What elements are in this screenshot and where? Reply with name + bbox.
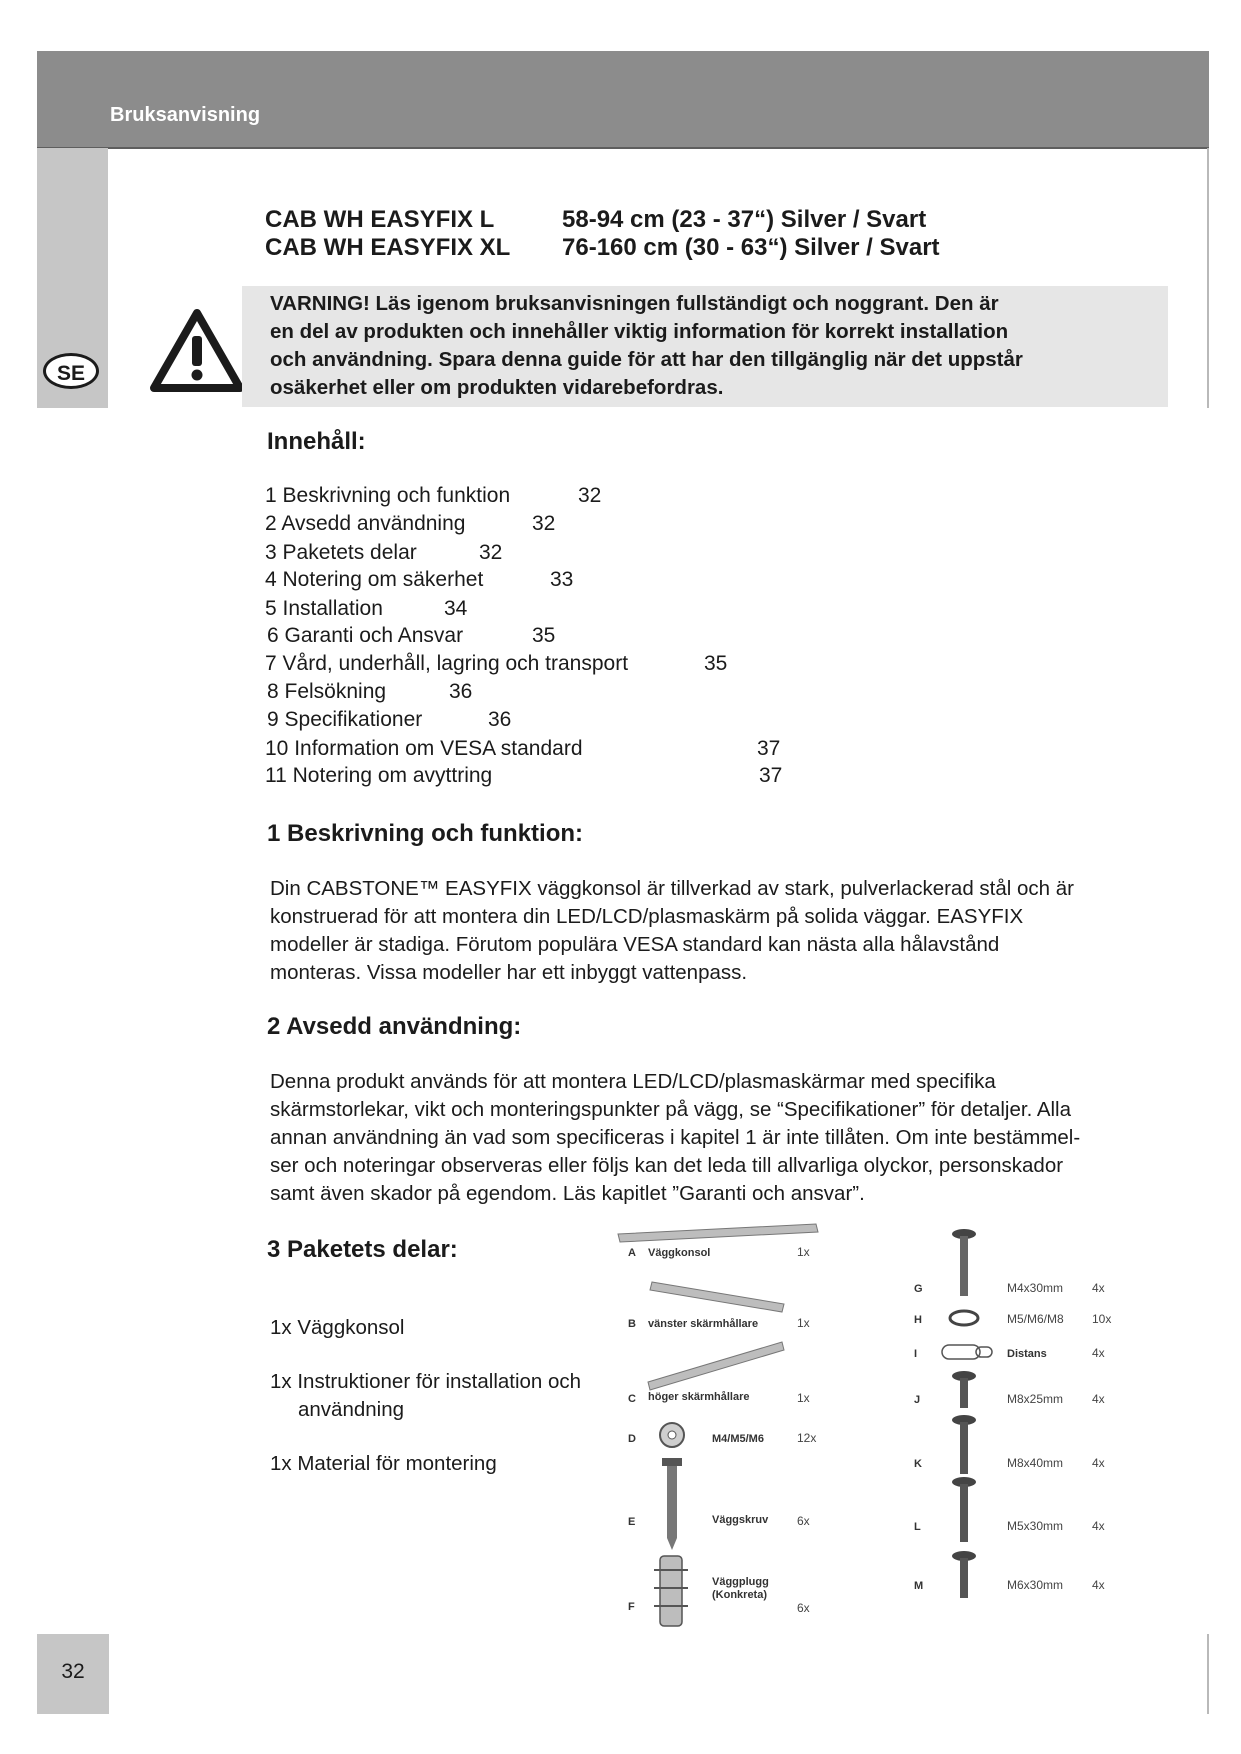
package-item-continued: användning bbox=[298, 1398, 405, 1421]
warning-line: en del av produkten och innehåller viktig information för korrekt installation bbox=[270, 320, 1009, 343]
part-letter: M bbox=[914, 1580, 924, 1592]
screw-k-drawing bbox=[952, 1415, 976, 1474]
warning-text bbox=[270, 290, 1160, 402]
part-name: Väggkonsol bbox=[648, 1247, 711, 1259]
toc-page: 36 bbox=[488, 708, 512, 731]
part-name: M4x30mm bbox=[1007, 1281, 1064, 1295]
part-name: M8x25mm bbox=[1007, 1392, 1064, 1406]
right-margin-rule bbox=[1207, 148, 1209, 408]
part-letter: J bbox=[914, 1394, 921, 1406]
part-letter: H bbox=[914, 1314, 922, 1326]
model-spec: 58-94 cm (23 - 37“) Silver / Svart bbox=[562, 206, 927, 233]
section-paragraph bbox=[270, 1068, 1170, 1208]
toc-item: 3 Paketets delar bbox=[265, 541, 417, 564]
part-name: M4/M5/M6 bbox=[712, 1433, 764, 1445]
part-name: M5x30mm bbox=[1007, 1519, 1064, 1533]
toc-page: 34 bbox=[444, 597, 468, 620]
section-paragraph bbox=[270, 875, 1170, 987]
toc-item: 4 Notering om säkerhet bbox=[265, 568, 484, 591]
section-heading: 2 Avsedd användning: bbox=[267, 1013, 522, 1040]
toc-item: 7 Vård, underhåll, lagring och transport bbox=[265, 652, 629, 675]
model-name: CAB WH EASYFIX XL bbox=[265, 234, 511, 261]
toc-item: 9 Specifikationer bbox=[267, 708, 423, 731]
toc-page: 35 bbox=[532, 624, 556, 647]
part-letter: K bbox=[914, 1458, 922, 1470]
warning-line: och användning. Spara denna guide för att har den tillgänglig när det uppstår bbox=[270, 348, 1023, 371]
text-line: samt även skador på egendom. Läs kapitlet ”Garanti och ansvar”. bbox=[270, 1182, 865, 1205]
toc-page: 35 bbox=[704, 652, 728, 675]
part-name: Väggplugg bbox=[712, 1576, 769, 1588]
toc-title: Innehåll: bbox=[267, 428, 366, 455]
part-qty: 6x bbox=[797, 1601, 810, 1615]
toc-item: 2 Avsedd användning bbox=[265, 512, 466, 535]
part-letter: L bbox=[914, 1521, 921, 1533]
wall-plug-drawing bbox=[654, 1556, 688, 1626]
spacer-drawing bbox=[942, 1345, 992, 1359]
part-name: Distans bbox=[1007, 1348, 1047, 1360]
part-qty: 4x bbox=[1092, 1281, 1105, 1295]
text-line: ser och noteringar observeras eller följs kan det leda till allvarliga olyckor, personskador bbox=[270, 1154, 1064, 1177]
part-qty: 12x bbox=[797, 1431, 817, 1445]
washer-h-drawing bbox=[950, 1311, 978, 1325]
part-letter: I bbox=[914, 1348, 918, 1360]
toc-item: 11 Notering om avyttring bbox=[265, 764, 493, 787]
warning-icon bbox=[150, 308, 244, 392]
text-line: monteras. Vissa modeller har ett inbyggt vattenpass. bbox=[270, 961, 748, 984]
toc-page: 36 bbox=[449, 680, 473, 703]
screw-j-drawing bbox=[952, 1371, 976, 1408]
part-qty: 4x bbox=[1092, 1578, 1105, 1592]
part-qty: 6x bbox=[797, 1514, 810, 1528]
right-screen-holder-drawing bbox=[648, 1342, 784, 1390]
warning-line: VARNING! Läs igenom bruksanvisningen fullständigt och noggrant. Den är bbox=[270, 292, 999, 315]
part-qty: 4x bbox=[1092, 1456, 1105, 1470]
package-item: 1x Material för montering bbox=[270, 1452, 497, 1475]
page-number: 32 bbox=[61, 1660, 85, 1683]
wall-bracket-drawing bbox=[618, 1224, 818, 1242]
part-name: höger skärmhållare bbox=[648, 1391, 750, 1403]
part-name: vänster skärmhållare bbox=[648, 1318, 759, 1330]
part-name-extra: (Konkreta) bbox=[712, 1589, 768, 1601]
part-letter: G bbox=[914, 1283, 923, 1295]
toc-item: 6 Garanti och Ansvar bbox=[267, 624, 464, 647]
model-name: CAB WH EASYFIX L bbox=[265, 206, 495, 233]
left-screen-holder-drawing bbox=[650, 1282, 784, 1312]
toc-item: 10 Information om VESA standard bbox=[265, 737, 583, 760]
section-heading: 1 Beskrivning och funktion: bbox=[267, 820, 584, 847]
wall-screw-drawing bbox=[662, 1458, 682, 1550]
toc-page: 33 bbox=[550, 568, 574, 591]
part-qty: 4x bbox=[1092, 1519, 1105, 1533]
part-name: M8x40mm bbox=[1007, 1456, 1064, 1470]
toc-page: 37 bbox=[759, 764, 783, 787]
text-line: Din CABSTONE™ EASYFIX väggkonsol är tillverkad av stark, pulverlackerad stål och är bbox=[270, 877, 1074, 900]
parts-illustration bbox=[612, 1220, 1202, 1630]
screw-m-drawing bbox=[952, 1551, 976, 1598]
section-heading: 3 Paketets delar: bbox=[267, 1236, 458, 1263]
part-letter: D bbox=[628, 1433, 636, 1445]
model-spec: 76-160 cm (30 - 63“) Silver / Svart bbox=[562, 234, 940, 261]
screw-g-drawing bbox=[952, 1229, 976, 1296]
text-line: skärmstorlekar, vikt och monteringspunkter på vägg, se “Specifikationer” för detaljer. Alla bbox=[270, 1098, 1072, 1121]
header-title: Bruksanvisning bbox=[110, 104, 261, 126]
part-letter: A bbox=[628, 1247, 636, 1259]
language-badge: SE bbox=[43, 353, 99, 389]
toc-item: 5 Installation bbox=[265, 597, 383, 620]
toc-item: 8 Felsökning bbox=[267, 680, 387, 703]
part-letter: F bbox=[628, 1601, 635, 1613]
text-line: konstruerad för att montera din LED/LCD/plasmaskärm på solida väggar. EASYFIX bbox=[270, 905, 1024, 928]
part-name: Väggskruv bbox=[712, 1514, 769, 1526]
toc-page: 32 bbox=[479, 541, 503, 564]
right-margin-rule-bottom bbox=[1207, 1634, 1209, 1714]
package-item: 1x Väggkonsol bbox=[270, 1316, 405, 1339]
toc-page: 32 bbox=[578, 484, 602, 507]
header-bar bbox=[37, 51, 1209, 149]
part-qty: 4x bbox=[1092, 1346, 1105, 1360]
part-qty: 1x bbox=[797, 1316, 810, 1330]
part-qty: 1x bbox=[797, 1391, 810, 1405]
part-letter: C bbox=[628, 1393, 636, 1405]
toc-page: 37 bbox=[757, 737, 781, 760]
part-qty: 10x bbox=[1092, 1312, 1112, 1326]
toc-page: 32 bbox=[532, 512, 556, 535]
part-letter: B bbox=[628, 1318, 636, 1330]
package-item: 1x Instruktioner för installation och bbox=[270, 1370, 582, 1393]
text-line: Denna produkt används för att montera LED/LCD/plasmaskärmar med specifika bbox=[270, 1070, 996, 1093]
part-name: M6x30mm bbox=[1007, 1578, 1064, 1592]
part-qty: 1x bbox=[797, 1245, 810, 1259]
part-letter: E bbox=[628, 1516, 636, 1528]
part-name: M5/M6/M8 bbox=[1007, 1312, 1064, 1326]
text-line: modeller är stadiga. Förutom populära VESA standard kan nästa alla hålavstånd bbox=[270, 933, 1000, 956]
toc-item: 1 Beskrivning och funktion bbox=[265, 484, 511, 507]
screw-l-drawing bbox=[952, 1477, 976, 1542]
part-qty: 4x bbox=[1092, 1392, 1105, 1406]
warning-line: osäkerhet eller om produkten vidarebefordras. bbox=[270, 376, 724, 399]
washer-drawing bbox=[660, 1423, 684, 1447]
text-line: annan användning än vad som specificeras i kapitel 1 är inte tillåten. Om inte bestämmel- bbox=[270, 1126, 1081, 1149]
